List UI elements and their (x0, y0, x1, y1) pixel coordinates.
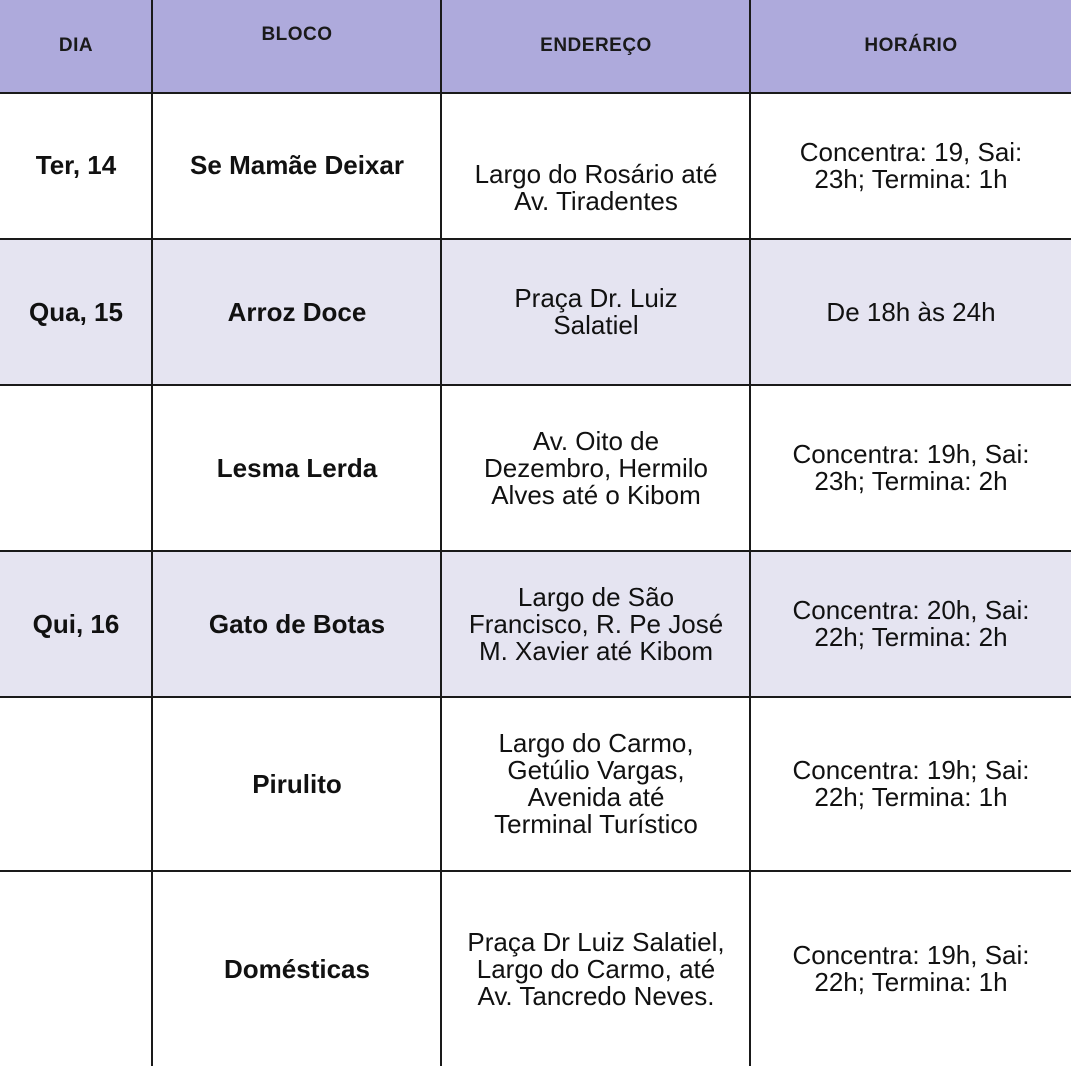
row-endereco: Praça Dr. Luiz Salatiel (514, 283, 678, 340)
row-dia (0, 386, 152, 550)
row-bloco: Se Mamãe Deixar (190, 149, 404, 180)
row-dia: Qui, 16 (32, 608, 120, 639)
row-dia: Ter, 14 (35, 149, 117, 180)
header-bloco: BLOCO (261, 24, 333, 45)
table-row (0, 386, 1071, 552)
row-bloco: Gato de Botas (208, 608, 386, 639)
row-bloco: Domésticas (224, 953, 370, 984)
row-endereco: Av. Oito de Dezembro, Hermilo Alves até o Kibom (484, 425, 708, 510)
row-horario: Concentra: 19h; Sai: 22h; Termina: 1h (792, 755, 1030, 812)
row-bloco: Lesma Lerda (216, 452, 378, 483)
column-divider (749, 0, 751, 1066)
row-horario: Concentra: 19, Sai: 23h; Termina: 1h (799, 137, 1023, 194)
row-horario: Concentra: 20h, Sai: 22h; Termina: 2h (792, 595, 1030, 652)
header-endereco: ENDEREÇO (540, 35, 652, 56)
column-divider (440, 0, 442, 1066)
row-dia: Qua, 15 (29, 296, 123, 327)
table-row (0, 872, 1071, 1066)
column-divider (151, 0, 153, 1066)
table-row (0, 552, 1071, 698)
row-horario: De 18h às 24h (826, 296, 996, 327)
row-bloco: Pirulito (252, 768, 342, 799)
table-row (0, 240, 1071, 386)
table-row (0, 698, 1071, 872)
row-dia (0, 872, 152, 1066)
row-endereco: Praça Dr Luiz Salatiel, Largo do Carmo, até Av. Tancredo Neves. (467, 926, 725, 1011)
table-row (0, 94, 1071, 240)
row-endereco: Largo do Carmo, Getúlio Vargas, Avenida até Terminal Turístico (494, 728, 698, 839)
table-header-row (0, 0, 1071, 94)
header-horario: HORÁRIO (864, 35, 958, 56)
row-dia (0, 698, 152, 870)
row-endereco: Largo de São Francisco, R. Pe José M. Xavier até Kibom (468, 581, 724, 666)
row-endereco: Largo do Rosário até Av. Tiradentes (474, 159, 718, 216)
header-dia: DIA (58, 35, 94, 56)
row-horario: Concentra: 19h, Sai: 22h; Termina: 1h (792, 940, 1030, 997)
row-horario: Concentra: 19h, Sai: 23h; Termina: 2h (792, 439, 1030, 496)
row-bloco: Arroz Doce (227, 296, 367, 327)
